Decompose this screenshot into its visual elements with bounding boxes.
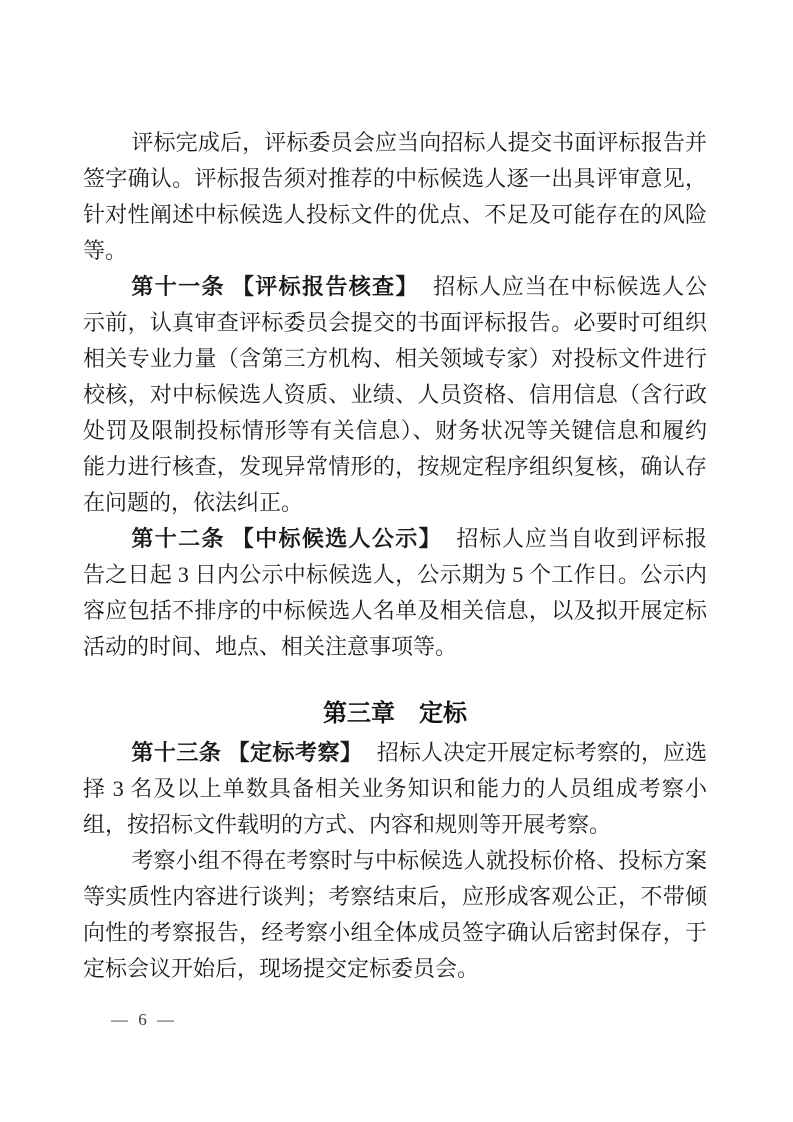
article-12-heading: 第十二条 【中标候选人公示】 [131,526,443,551]
paragraph-article-12 [83,521,707,665]
article-11-heading: 第十一条 【评标报告核查】 [131,274,419,299]
text-content [83,125,707,987]
paragraph-text: 招标人决定开展定标考察的，应选择 3 名及以上单数具备相关业务知识和能力的人员组成考察小组，按招标文件载明的方式、内容和规则等开展考察。 [83,740,707,837]
paragraph-text: 招标人应当自收到评标报告之日起 3 日内公示中标候选人，公示期为 5 个工作日。公示内容应包括不排序的中标候选人名单及相关信息，以及拟开展定标活动的时间、地点、相关注意事项等。 [83,526,707,659]
page-number: — 6 — [111,1010,177,1029]
chapter-heading: 第三章 定标 [323,700,467,727]
paragraph-text: 评标完成后，评标委员会应当向招标人提交书面评标报告并签字确认。评标报告须对推荐的中标候选人逐一出具评审意见，针对性阐述中标候选人投标文件的优点、不足及可能存在的风险等。 [83,130,707,263]
paragraph-article-11 [83,269,707,521]
article-13-heading: 第十三条 【定标考察】 [131,740,363,765]
paragraph-text: 招标人应当在中标候选人公示前，认真审查评标委员会提交的书面评标报告。必要时可组织相关专业力量（含第三方机构、相关领域专家）对投标文件进行校核，对中标候选人资质、业绩、人员资格、信用信息（含行政处罚及限制投标情形等有关信息）、财务状况等关键信息和履约能力进行核查，发现异常情形的，按规定程序组织复核，确认存在问题的，依法纠正。 [83,274,707,515]
paragraph-text: 考察小组不得在考察时与中标候选人就投标价格、投标方案等实质性内容进行谈判；考察结束后，应形成客观公正，不带倾向性的考察报告，经考察小组全体成员签字确认后密封保存，于定标会议开始后，现场提交定标委员会。 [83,848,707,981]
paragraph-inspection-team [83,843,707,987]
paragraph-article-13 [83,735,707,843]
paragraph-evaluation-report [83,125,707,269]
